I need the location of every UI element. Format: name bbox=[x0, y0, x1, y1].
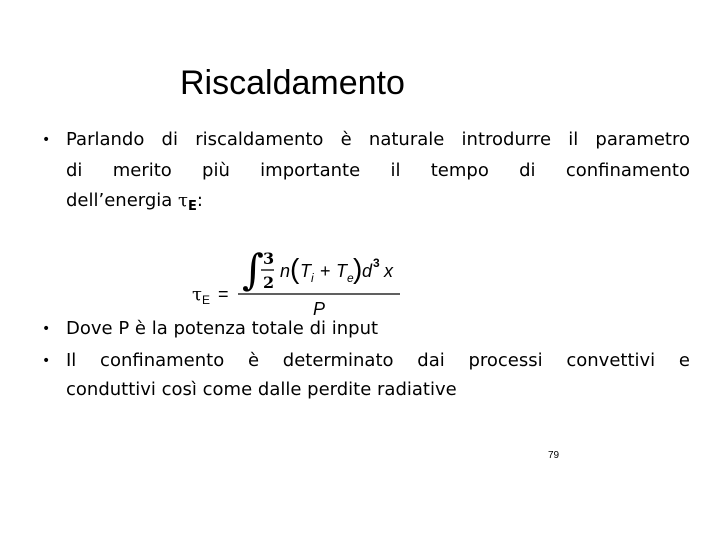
bullet-line: Il confinamento è determinato dai processi convettivi e bbox=[66, 350, 690, 371]
formula-Te: T bbox=[336, 261, 347, 281]
formula-n: n bbox=[280, 261, 291, 281]
formula-tau-subscript: E bbox=[202, 293, 211, 307]
bullet-line: conduttivi così come dalle perdite radiative bbox=[66, 379, 457, 400]
formula-equals: = bbox=[218, 284, 229, 304]
bullet-line-last bbox=[66, 190, 690, 218]
formula-denominator-P: P bbox=[313, 299, 326, 318]
tau-symbol: τ bbox=[178, 190, 189, 211]
formula-tau: τ bbox=[192, 284, 202, 305]
slide-title: Riscaldamento bbox=[180, 64, 405, 102]
bullet-marker: • bbox=[42, 321, 51, 337]
bullet-line: Parlando di riscaldamento è naturale introdurre il parametro bbox=[66, 129, 690, 150]
formula-Ti: T bbox=[300, 261, 311, 281]
formula-x: x bbox=[384, 261, 393, 281]
bullet-text: dell’energia bbox=[66, 190, 179, 211]
bullet-marker: • bbox=[42, 353, 51, 369]
formula-right-paren: ) bbox=[353, 253, 363, 284]
colon: : bbox=[196, 190, 203, 211]
formula-plus: + bbox=[320, 261, 331, 281]
tau-subscript: E bbox=[188, 199, 197, 214]
formula-d: d bbox=[362, 261, 373, 281]
formula-left-paren: ( bbox=[290, 253, 300, 284]
formula-Te-subscript: e bbox=[347, 271, 354, 285]
formula-integral: ∫ bbox=[242, 245, 264, 294]
formula-Ti-subscript: i bbox=[311, 271, 314, 285]
bullet-marker: • bbox=[42, 132, 51, 148]
page-number: 79 bbox=[548, 450, 560, 461]
formula-coef-denominator: 2 bbox=[263, 273, 275, 292]
formula-coef-numerator: 3 bbox=[263, 249, 275, 268]
bullet-line: Dove P è la potenza totale di input bbox=[66, 318, 379, 339]
formula-d-superscript: 3 bbox=[373, 256, 380, 270]
bullet-line: di merito più importante il tempo di confinamento bbox=[66, 160, 690, 181]
confinement-time-formula bbox=[190, 240, 420, 318]
